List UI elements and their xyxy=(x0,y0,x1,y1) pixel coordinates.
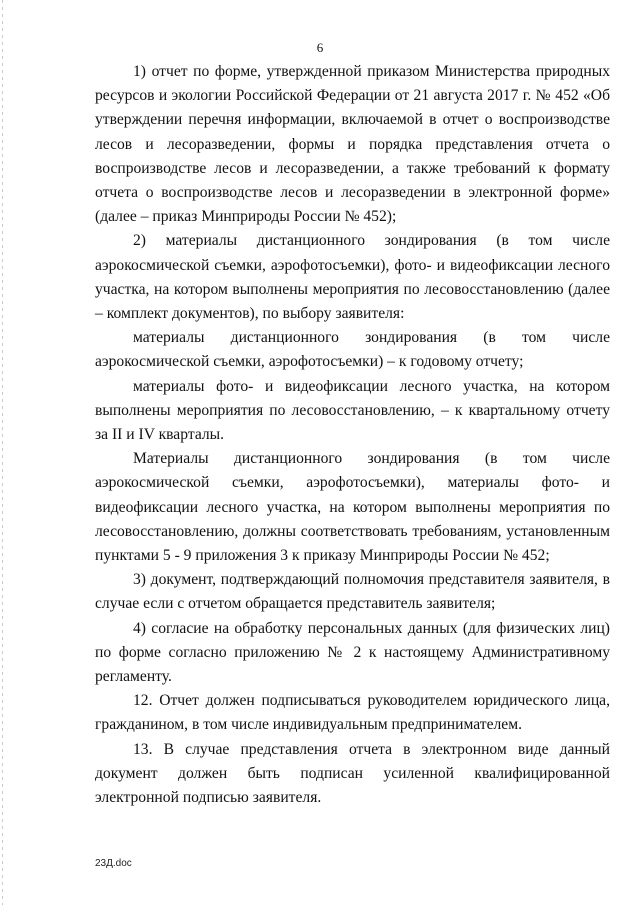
paragraph-item-2-remote-sensing: 2) материалы дистанционного зондирования (в том числе аэрокосмической съемки, аэрофотосъемки), фото- и видеофиксации лесного участка, на котором выполнены мероприятия по лесовосстановлению (далее – комплект документов), по выбору заявителя: xyxy=(95,232,610,323)
paragraph-materials-requirements: Материалы дистанционного зондирования (в том числе аэрокосмической съемки, аэрофотосъемки), материалы фото- и видеофиксации лесного участка, на котором выполнены мероприятия по лесовосстановлению, должны соответствовать требованиям, установленным пунктами 5 - 9 приложения 3 к приказу Минприроды России № 452; xyxy=(95,450,610,565)
scan-edge-line xyxy=(2,0,3,905)
paragraph-quarterly-report-materials: материалы фото- и видеофиксации лесного участка, на котором выполнены мероприятия по лесовосстановлению, – к квартальному отчету за II и IV кварталы. xyxy=(95,377,610,444)
paragraph-item-1-report-form: 1) отчет по форме, утвержденной приказом Министерства природных ресурсов и экологии Российской Федерации от 21 августа 2017 г. № 452 «Об утверждении перечня информации, включаемой в отчет о воспроизводстве лесов и лесоразведении, формы и порядка представления отчета о воспроизводстве лесов и лесоразведении, а также требований к формату отчета о воспроизводстве лесов и лесоразведении в электронной форме» (далее – приказ Минприроды России № 452); xyxy=(95,63,610,226)
page-number: 6 xyxy=(316,40,324,55)
paragraph-item-3-authority-document: 3) документ, подтверждающий полномочия представителя заявителя, в случае если с отчетом обращается представитель заявителя; xyxy=(95,571,610,613)
paragraph-clause-12-signing: 12. Отчет должен подписываться руководителем юридического лица, гражданином, в том числе индивидуальным предпринимателем. xyxy=(95,692,610,734)
paragraph-annual-report-materials: материалы дистанционного зондирования (в том числе аэрокосмической съемки, аэрофотосъемки) – к годовому отчету; xyxy=(95,329,610,371)
paragraph-clause-13-electronic-signature: 13. В случае представления отчета в электронном виде данный документ должен быть подписан усиленной квалифицированной электронной подписью заявителя. xyxy=(95,740,610,807)
document-body xyxy=(95,60,610,810)
footer-filename: 23Д.doc xyxy=(95,858,132,869)
paragraph-item-4-personal-data-consent: 4) согласие на обработку персональных данных (для физических лиц) по форме согласно приложению № 2 к настоящему Административному регламенту. xyxy=(95,619,610,686)
